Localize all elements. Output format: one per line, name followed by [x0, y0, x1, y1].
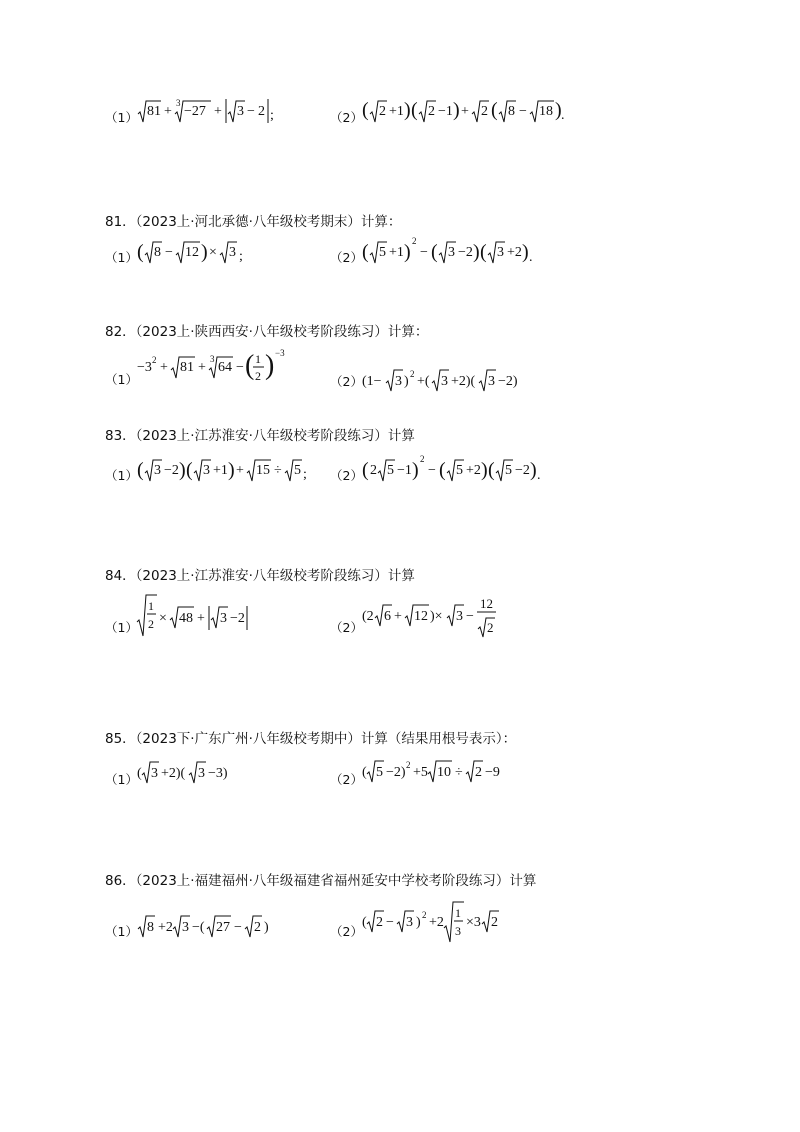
- problem86-part1-expression: [137, 913, 277, 941]
- svg-text:1: 1: [455, 906, 461, 920]
- svg-text:12: 12: [185, 245, 199, 260]
- problem83-heading: 83．（2023上·江苏淮安·八年级校考阶段练习）计算: [105, 428, 415, 444]
- svg-text:3: 3: [151, 766, 158, 781]
- svg-text:3: 3: [220, 611, 227, 626]
- svg-text:−1: −1: [397, 463, 412, 478]
- svg-text:−(: −(: [192, 920, 205, 935]
- svg-text:3: 3: [203, 463, 210, 478]
- svg-text:)×: )×: [430, 609, 443, 624]
- svg-text:+5: +5: [413, 765, 428, 780]
- svg-text:÷: ÷: [274, 463, 282, 478]
- svg-text:64: 64: [218, 360, 232, 375]
- svg-text:18: 18: [539, 104, 553, 119]
- svg-text:): ): [555, 99, 562, 121]
- svg-text:×3: ×3: [466, 915, 481, 930]
- svg-text:+: +: [394, 609, 402, 624]
- svg-text:.: .: [529, 250, 533, 265]
- svg-text:(: (: [362, 99, 369, 121]
- problem81-heading: 81．（2023上·河北承德·八年级校考期末）计算：: [105, 214, 402, 230]
- svg-text:2: 2: [254, 920, 261, 935]
- svg-text:5: 5: [505, 463, 512, 478]
- svg-text:2: 2: [379, 104, 386, 119]
- svg-text:3: 3: [176, 98, 181, 108]
- svg-text:): ): [201, 241, 208, 263]
- svg-text:3: 3: [488, 374, 495, 389]
- svg-text:5: 5: [376, 765, 383, 780]
- svg-text:2: 2: [410, 369, 415, 379]
- problem83-part1-expression: [137, 454, 307, 486]
- svg-text:−: −: [428, 463, 436, 478]
- svg-text:12: 12: [480, 596, 493, 611]
- svg-text:): ): [265, 350, 275, 381]
- svg-text:8: 8: [147, 920, 154, 935]
- problem83-part2-expression: [362, 452, 547, 486]
- problem85-part2-label: （2）: [330, 772, 363, 787]
- problem81-part2-label: （2）: [330, 250, 363, 265]
- svg-text:−: −: [236, 360, 244, 375]
- svg-text:−: −: [165, 245, 173, 260]
- svg-text:+1: +1: [213, 463, 228, 478]
- svg-text:;: ;: [303, 467, 307, 482]
- svg-text:(: (: [137, 459, 144, 481]
- problem81-part1-expression: [137, 237, 257, 269]
- problem85-part1-expression: [137, 759, 247, 787]
- svg-text:(: (: [411, 99, 418, 121]
- svg-text:1: 1: [255, 352, 261, 366]
- svg-text:+2: +2: [158, 920, 173, 935]
- svg-text:3: 3: [455, 924, 461, 938]
- svg-text:27: 27: [216, 920, 230, 935]
- problem82-part1-label: （1）: [105, 372, 138, 387]
- svg-text:3: 3: [154, 463, 161, 478]
- svg-text:(1−: (1−: [362, 374, 382, 389]
- svg-text:(: (: [137, 241, 144, 263]
- svg-text:3: 3: [210, 354, 215, 364]
- svg-text:2: 2: [412, 236, 417, 246]
- svg-text:3: 3: [448, 245, 455, 260]
- svg-text:81: 81: [147, 104, 161, 119]
- svg-text:): ): [481, 459, 488, 481]
- svg-text:−3: −3: [275, 348, 285, 358]
- svg-text:+1: +1: [389, 245, 404, 260]
- svg-text:2: 2: [487, 620, 494, 635]
- svg-text:(: (: [431, 241, 438, 263]
- svg-text:2: 2: [422, 910, 427, 920]
- svg-text:−3: −3: [137, 360, 152, 375]
- svg-text:÷: ÷: [455, 765, 463, 780]
- svg-text:): ): [522, 241, 529, 263]
- svg-text:−: −: [386, 915, 394, 930]
- svg-text:6: 6: [384, 609, 391, 624]
- svg-text:−2): −2): [386, 765, 406, 780]
- svg-text:2: 2: [255, 369, 261, 383]
- svg-text:3: 3: [395, 374, 402, 389]
- svg-text:(: (: [186, 459, 193, 481]
- svg-text:+: +: [236, 463, 244, 478]
- svg-text:2: 2: [258, 104, 265, 119]
- svg-text:3: 3: [406, 915, 413, 930]
- svg-text:+(: +(: [417, 374, 430, 389]
- svg-text:2: 2: [376, 915, 383, 930]
- svg-text:+: +: [197, 611, 205, 626]
- svg-text:+1: +1: [389, 104, 404, 119]
- problem83-part1-label: （1）: [105, 468, 138, 483]
- problem82-heading: 82．（2023上·陕西西安·八年级校考阶段练习）计算：: [105, 324, 429, 340]
- svg-text:): ): [404, 99, 411, 121]
- problem82-part2-expression: [362, 365, 532, 395]
- svg-text:10: 10: [437, 765, 451, 780]
- svg-text:−27: −27: [184, 104, 206, 119]
- svg-text:+2)(: +2)(: [161, 766, 186, 781]
- svg-text:.: .: [537, 468, 541, 483]
- svg-text:−9: −9: [485, 765, 500, 780]
- problem85-part2-expression: [362, 757, 522, 787]
- svg-text:+: +: [160, 360, 168, 375]
- svg-text:2: 2: [370, 463, 377, 478]
- svg-text:×: ×: [209, 245, 217, 260]
- svg-text:): ): [404, 241, 411, 263]
- problem86-part2-expression: [362, 900, 512, 946]
- problem80-part2-label: （2）: [330, 110, 363, 125]
- svg-text:−: −: [466, 609, 474, 624]
- svg-text:5: 5: [456, 463, 463, 478]
- svg-text:−1: −1: [438, 104, 453, 119]
- svg-text:3: 3: [229, 245, 236, 260]
- svg-text:): ): [404, 374, 409, 389]
- svg-text:15: 15: [256, 463, 270, 478]
- svg-text:): ): [530, 459, 537, 481]
- svg-text:2: 2: [428, 104, 435, 119]
- svg-text:): ): [412, 459, 419, 481]
- svg-text:−2: −2: [230, 611, 245, 626]
- svg-text:(2: (2: [362, 609, 374, 624]
- svg-text:(: (: [488, 459, 495, 481]
- svg-text:(: (: [362, 241, 369, 263]
- svg-text:+: +: [461, 104, 469, 119]
- svg-text:8: 8: [154, 245, 161, 260]
- svg-text:−2: −2: [164, 463, 179, 478]
- problem85-heading: 85．（2023下·广东广州·八年级校考期中）计算（结果用根号表示）：: [105, 731, 517, 747]
- problem80-part2-expression: [362, 95, 565, 129]
- svg-text:3: 3: [237, 104, 244, 119]
- svg-text:−2: −2: [458, 245, 473, 260]
- svg-text:(: (: [245, 350, 255, 381]
- problem80-part1-label: （1）: [105, 110, 138, 125]
- svg-text:+2)(: +2)(: [451, 374, 476, 389]
- svg-text:): ): [473, 241, 480, 263]
- svg-text:−: −: [247, 104, 255, 119]
- svg-text:+: +: [164, 104, 172, 119]
- svg-text:−2): −2): [498, 374, 518, 389]
- svg-text:.: .: [561, 108, 565, 123]
- svg-text:(: (: [491, 99, 498, 121]
- svg-text:3: 3: [198, 766, 205, 781]
- svg-text:−3): −3): [208, 766, 228, 781]
- problem84-part1-expression: [137, 592, 257, 640]
- svg-text:−2: −2: [515, 463, 530, 478]
- problem81-part2-expression: [362, 235, 542, 269]
- svg-text:): ): [228, 459, 235, 481]
- problem82-part1-expression: [137, 348, 287, 392]
- svg-text:(: (: [362, 765, 367, 780]
- problem84-part2-label: （2）: [330, 620, 363, 635]
- svg-text:2: 2: [475, 765, 482, 780]
- svg-text:−: −: [420, 245, 428, 260]
- svg-text:8: 8: [508, 104, 515, 119]
- svg-text:+2: +2: [429, 915, 444, 930]
- svg-text:−: −: [519, 104, 527, 119]
- svg-text:3: 3: [182, 920, 189, 935]
- svg-text:): ): [453, 99, 460, 121]
- svg-text:(: (: [480, 241, 487, 263]
- svg-text:5: 5: [387, 463, 394, 478]
- svg-text:12: 12: [414, 609, 428, 624]
- svg-text:): ): [264, 920, 269, 935]
- problem84-part2-expression: [362, 595, 502, 639]
- svg-text:;: ;: [270, 108, 274, 123]
- svg-text:(: (: [439, 459, 446, 481]
- problem85-part1-label: （1）: [105, 772, 138, 787]
- svg-text:3: 3: [441, 374, 448, 389]
- svg-text:2: 2: [481, 104, 488, 119]
- svg-text:5: 5: [294, 463, 301, 478]
- svg-text:2: 2: [406, 760, 411, 770]
- problem83-part2-label: （2）: [330, 468, 363, 483]
- problem86-part1-label: （1）: [105, 924, 138, 939]
- svg-text:2: 2: [491, 915, 498, 930]
- problem86-part2-label: （2）: [330, 924, 363, 939]
- svg-text:(: (: [362, 459, 369, 481]
- problem84-part1-label: （1）: [105, 620, 138, 635]
- svg-text:): ): [179, 459, 186, 481]
- svg-text:+: +: [214, 104, 222, 119]
- problem82-part2-label: （2）: [330, 374, 363, 389]
- svg-text:48: 48: [179, 611, 193, 626]
- svg-text:(: (: [137, 766, 142, 781]
- svg-text:+2: +2: [507, 245, 522, 260]
- svg-text:−: −: [234, 920, 242, 935]
- svg-text:(: (: [362, 915, 367, 930]
- svg-text:3: 3: [456, 609, 463, 624]
- problem84-heading: 84．（2023上·江苏淮安·八年级校考阶段练习）计算: [105, 568, 415, 584]
- svg-text:2: 2: [148, 617, 154, 631]
- svg-text:3: 3: [497, 245, 504, 260]
- problem80-part1-expression: [137, 95, 277, 129]
- svg-text:5: 5: [379, 245, 386, 260]
- svg-text:81: 81: [180, 360, 194, 375]
- svg-text:+: +: [198, 360, 206, 375]
- svg-text:2: 2: [420, 454, 425, 464]
- svg-text:): ): [416, 915, 421, 930]
- svg-text:+2: +2: [466, 463, 481, 478]
- svg-text:1: 1: [148, 599, 154, 613]
- svg-text:;: ;: [239, 249, 243, 264]
- problem86-heading: 86．（2023上·福建福州·八年级福建省福州延安中学校考阶段练习）计算: [105, 873, 537, 889]
- svg-text:2: 2: [152, 355, 157, 365]
- svg-text:×: ×: [159, 611, 167, 626]
- problem81-part1-label: （1）: [105, 250, 138, 265]
